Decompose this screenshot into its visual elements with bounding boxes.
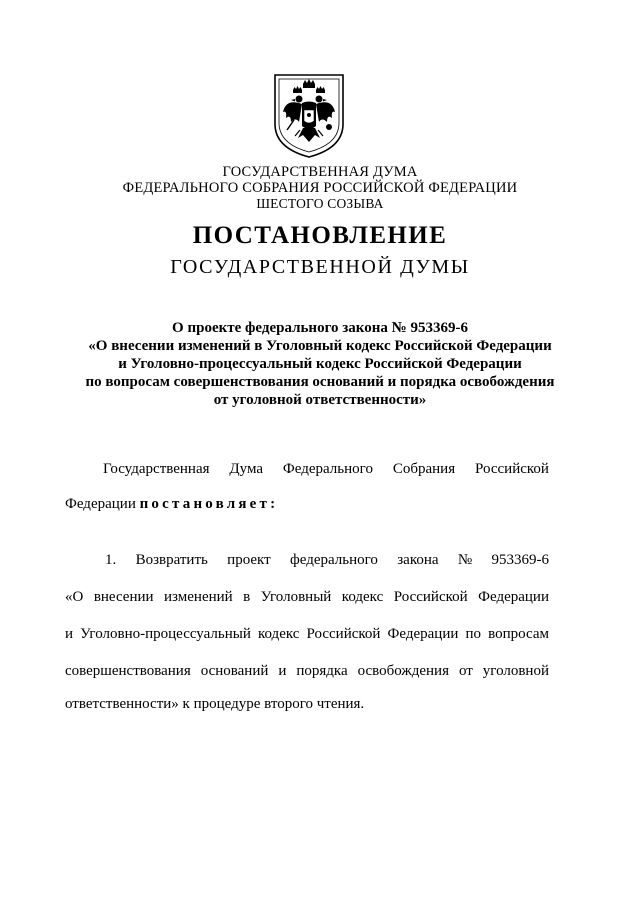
paragraph-1-line-3 — [65, 626, 549, 643]
paragraph-1-line-5: ответственности» к процедуре второго чтения. — [65, 696, 365, 712]
paragraph-1-line-1 — [105, 552, 549, 569]
justified-line: «О внесении изменений в Уголовный кодекс Российской Федерации — [65, 589, 549, 605]
paragraph-word: 953369-6 — [491, 552, 549, 568]
document-subtitle: ГОСУДАРСТВЕННОЙ ДУМЫ — [170, 256, 470, 278]
preamble-word: Государственная — [103, 461, 210, 477]
subject-line-3: и Уголовно-процессуальный кодекс Российской Федерации — [118, 356, 522, 372]
subject-line-5: от уголовной ответственности» — [213, 392, 427, 408]
subject-line-1: О проекте федерального закона № 953369-6 — [172, 320, 468, 336]
coat-of-arms-emblem — [272, 72, 346, 160]
paragraph-word: 1. — [105, 552, 117, 568]
justified-line: и Уголовно-процессуальный кодекс Российской Федерации по вопросам — [65, 626, 549, 642]
preamble-resolves: постановляет: — [139, 496, 279, 512]
preamble-line-2 — [65, 496, 278, 513]
paragraph-word: № — [457, 552, 473, 568]
paragraph-word: федерального — [290, 552, 378, 568]
header-line-1: ГОСУДАРСТВЕННАЯ ДУМА — [222, 164, 418, 180]
paragraph-word: закона — [397, 552, 439, 568]
preamble-word: Дума — [229, 461, 264, 477]
preamble-federation: Федерации — [65, 496, 136, 512]
paragraph-word: Возвратить — [135, 552, 208, 568]
justified-line: совершенствования оснований и порядка освобождения от уголовной — [65, 663, 549, 679]
subject-line-4: по вопросам совершенствования оснований и порядка освобождения — [85, 374, 555, 390]
preamble-word: Собрания — [392, 461, 456, 477]
paragraph-word: проект — [227, 552, 271, 568]
paragraph-1-line-2 — [65, 589, 549, 606]
preamble-word: Российской — [475, 461, 549, 477]
subject-line-2: «О внесении изменений в Уголовный кодекс Российской Федерации — [88, 338, 552, 354]
preamble-word: Федерального — [282, 461, 373, 477]
paragraph-1-line-4 — [65, 663, 549, 680]
header-line-2: ФЕДЕРАЛЬНОГО СОБРАНИЯ РОССИЙСКОЙ ФЕДЕРАЦИИ — [122, 180, 518, 196]
header-line-3: ШЕСТОГО СОЗЫВА — [256, 196, 384, 211]
document-title: ПОСТАНОВЛЕНИЕ — [192, 222, 448, 249]
preamble-line-1 — [103, 461, 549, 478]
